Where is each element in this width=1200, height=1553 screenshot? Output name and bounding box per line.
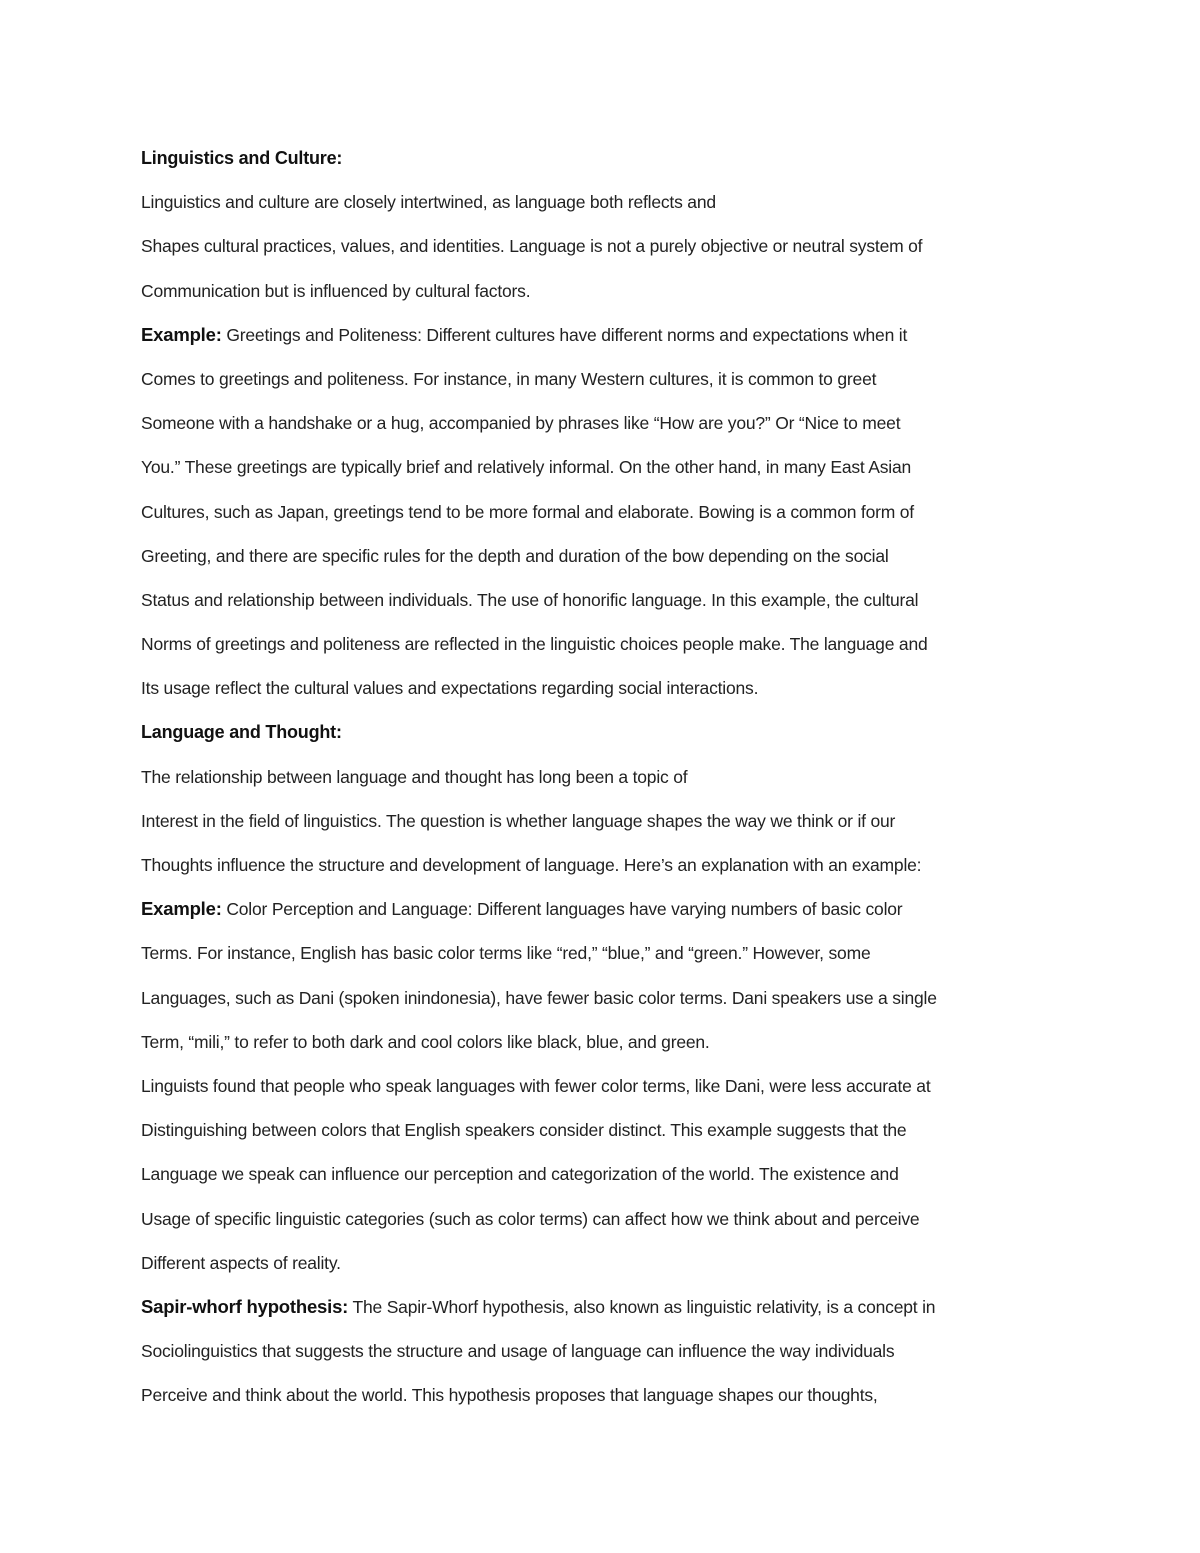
paragraph-line: Communication but is influenced by cultural factors. (141, 280, 531, 301)
paragraph-line: Perceive and think about the world. This hypothesis proposes that language shapes our thoughts, (141, 1385, 878, 1406)
section-heading-linguistics-culture: Linguistics and Culture: (141, 148, 343, 168)
example-text: Color Perception and Language: Different languages have varying numbers of basic color (221, 899, 903, 920)
example-label: Example: (141, 898, 222, 920)
paragraph-line: Its usage reflect the cultural values and expectations regarding social interactions. (141, 678, 759, 699)
paragraph-line: Status and relationship between individuals. The use of honorific language. In this example, the cultural (141, 589, 919, 610)
paragraph-line: Languages, such as Dani (spoken inindonesia), have fewer basic color terms. Dani speakers use a single (141, 987, 937, 1008)
paragraph-line: Linguists found that people who speak languages with fewer color terms, like Dani, were less accurate at (141, 1075, 931, 1096)
example-line (141, 318, 1071, 362)
hypothesis-text: The Sapir-Whorf hypothesis, also known as linguistic relativity, is a concept in (348, 1296, 936, 1317)
hypothesis-line (141, 1290, 1071, 1334)
section-heading-language-thought: Language and Thought: (141, 722, 342, 743)
paragraph-line: Usage of specific linguistic categories (such as color terms) can affect how we think about and perceive (141, 1208, 920, 1229)
paragraph-line: Distinguishing between colors that English speakers consider distinct. This example suggests that the (141, 1120, 907, 1141)
paragraph-line: Someone with a handshake or a hug, accompanied by phrases like “How are you?” Or “Nice to meet (141, 413, 901, 434)
paragraph-line: Norms of greetings and politeness are reflected in the linguistic choices people make. The language and (141, 634, 928, 655)
paragraph-line: Linguistics and culture are closely intertwined, as language both reflects and (141, 192, 716, 213)
example-line (141, 892, 1071, 936)
paragraph-line: Sociolinguistics that suggests the structure and usage of language can influence the way individuals (141, 1341, 895, 1362)
paragraph-line: Interest in the field of linguistics. The question is whether language shapes the way we think or if our (141, 810, 896, 831)
paragraph-line: The relationship between language and thought has long been a topic of (141, 766, 688, 787)
paragraph-line: You.” These greetings are typically brief and relatively informal. On the other hand, in many East Asian (141, 457, 912, 478)
paragraph-line: Thoughts influence the structure and development of language. Here’s an explanation with an example: (141, 855, 922, 875)
document-body (141, 141, 1071, 1422)
paragraph-line: Terms. For instance, English has basic color terms like “red,” “blue,” and “green.” However, some (141, 943, 871, 964)
paragraph-line: Term, “mili,” to refer to both dark and cool colors like black, blue, and green. (141, 1031, 710, 1052)
paragraph-line: Language we speak can influence our perception and categorization of the world. The existence and (141, 1164, 899, 1185)
paragraph-line: Shapes cultural practices, values, and identities. Language is not a purely objective or neutral system of (141, 236, 923, 257)
paragraph-line: Cultures, such as Japan, greetings tend to be more formal and elaborate. Bowing is a common form of (141, 501, 914, 522)
example-label: Example: (141, 323, 222, 345)
paragraph-line: Comes to greetings and politeness. For instance, in many Western cultures, it is common to greet (141, 368, 877, 389)
hypothesis-label: Sapir-whorf hypothesis: (141, 1295, 349, 1317)
example-text: Greetings and Politeness: Different cultures have different norms and expectations when it (221, 324, 908, 345)
paragraph-line: Greeting, and there are specific rules for the depth and duration of the bow depending on the social (141, 545, 889, 566)
paragraph-line: Different aspects of reality. (141, 1252, 341, 1273)
